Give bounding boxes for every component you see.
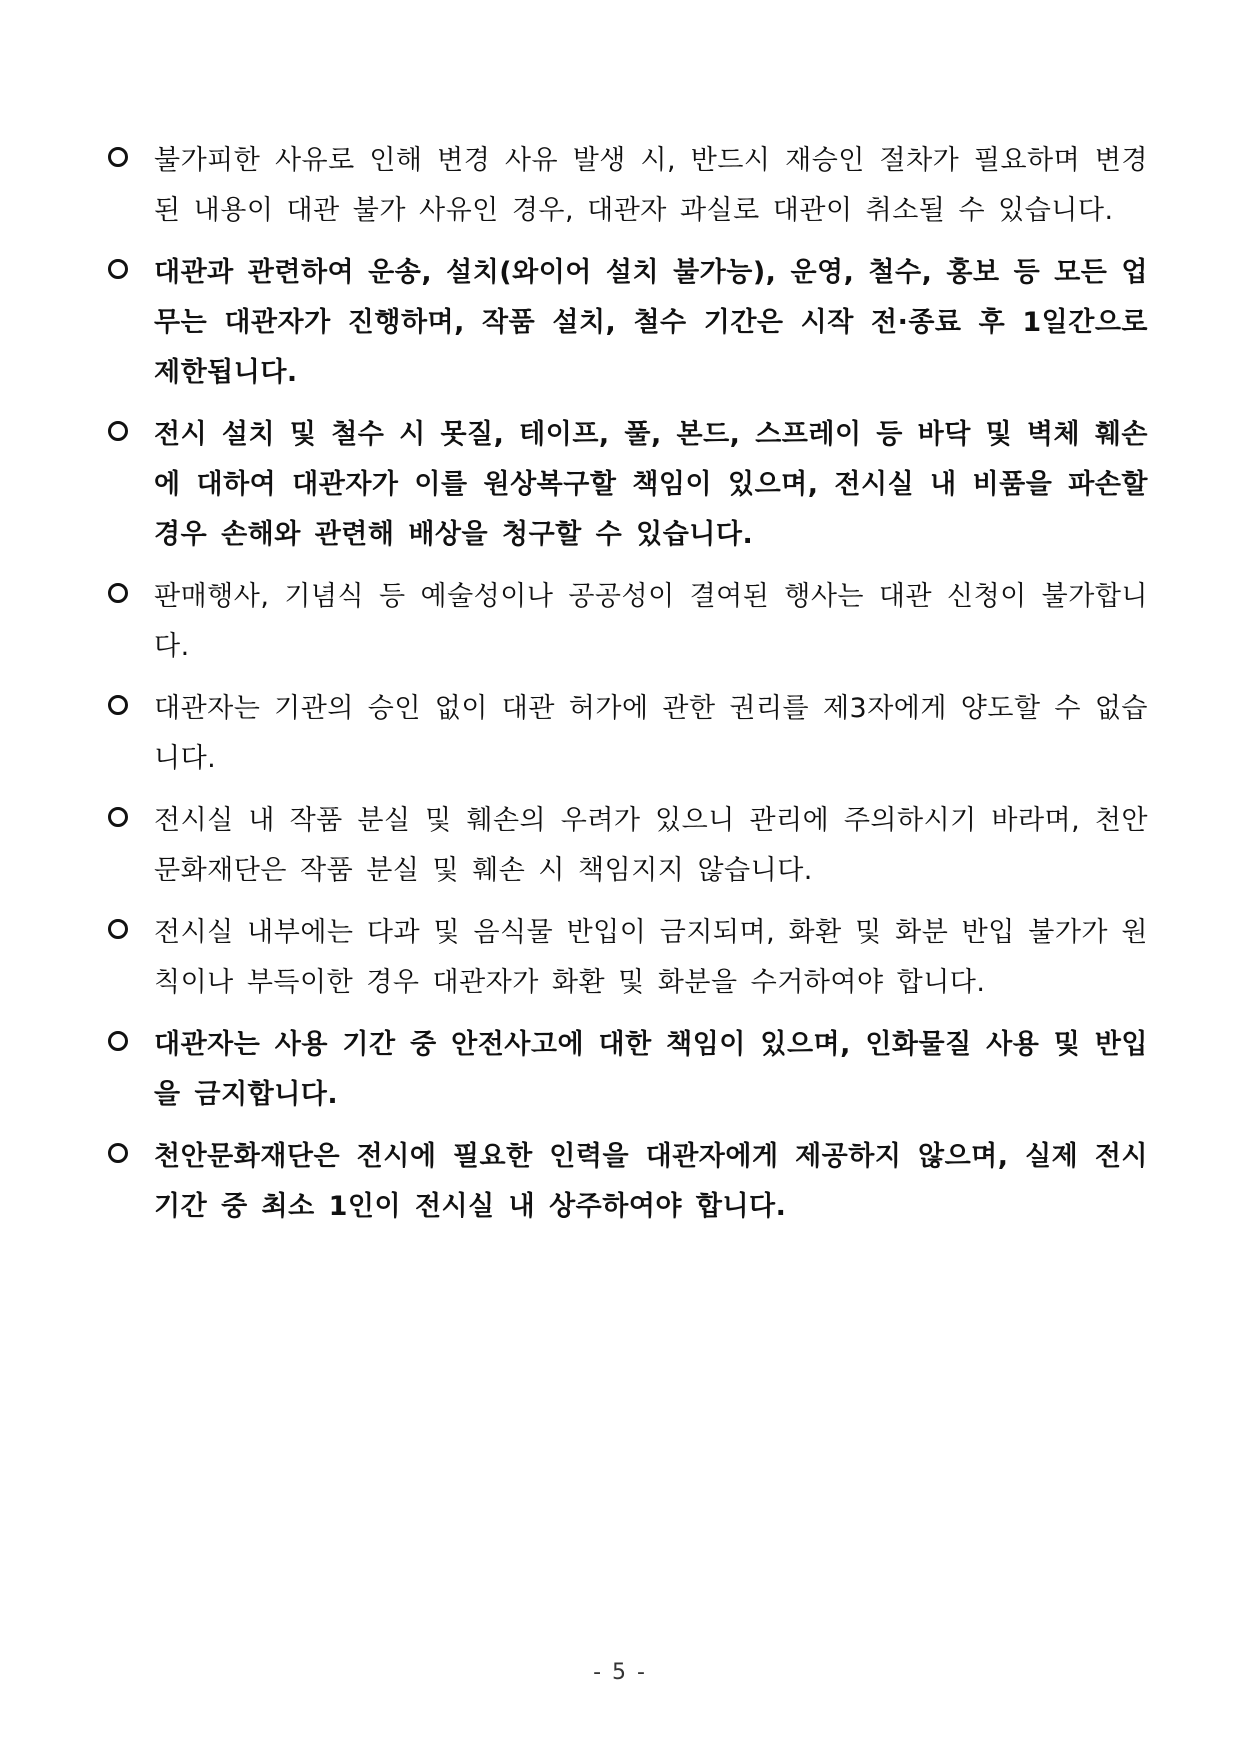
circle-bullet-icon	[108, 1031, 128, 1051]
circle-bullet-icon	[108, 421, 128, 441]
list-item	[108, 1020, 1148, 1120]
notice-list	[108, 136, 1148, 1244]
circle-bullet-icon	[108, 147, 128, 167]
list-item	[108, 1132, 1148, 1232]
list-item-text: 대관과 관련하여 운송, 설치(와이어 설치 불가능), 운영, 철수, 홍보 등 모든 업무는 대관자가 진행하며, 작품 설치, 철수 기간은 시작 전·종료 후 1일간으로 제한됩니다.	[154, 257, 1148, 388]
list-item-text: 대관자는 사용 기간 중 안전사고에 대한 책임이 있으며, 인화물질 사용 및 반입을 금지합니다.	[154, 1029, 1148, 1110]
list-item	[108, 908, 1148, 1008]
circle-bullet-icon	[108, 695, 128, 715]
page-number: - 5 -	[593, 1660, 647, 1685]
list-item	[108, 136, 1148, 236]
list-item	[108, 410, 1148, 560]
circle-bullet-icon	[108, 259, 128, 279]
circle-bullet-icon	[108, 807, 128, 827]
circle-bullet-icon	[108, 919, 128, 939]
list-item-text: 천안문화재단은 전시에 필요한 인력을 대관자에게 제공하지 않으며, 실제 전시 기간 중 최소 1인이 전시실 내 상주하여야 합니다.	[154, 1141, 1148, 1222]
list-item-text: 불가피한 사유로 인해 변경 사유 발생 시, 반드시 재승인 절차가 필요하며 변경된 내용이 대관 불가 사유인 경우, 대관자 과실로 대관이 취소될 수 있습니다.	[154, 145, 1148, 226]
list-item-text: 판매행사, 기념식 등 예술성이나 공공성이 결여된 행사는 대관 신청이 불가합니다.	[154, 581, 1148, 662]
list-item-text: 전시실 내 작품 분실 및 훼손의 우려가 있으니 관리에 주의하시기 바라며, 천안문화재단은 작품 분실 및 훼손 시 책임지지 않습니다.	[154, 805, 1148, 886]
list-item	[108, 684, 1148, 784]
list-item-text: 전시실 내부에는 다과 및 음식물 반입이 금지되며, 화환 및 화분 반입 불가가 원칙이나 부득이한 경우 대관자가 화환 및 화분을 수거하여야 합니다.	[154, 917, 1148, 998]
circle-bullet-icon	[108, 1143, 128, 1163]
circle-bullet-icon	[108, 583, 128, 603]
list-item-text: 대관자는 기관의 승인 없이 대관 허가에 관한 권리를 제3자에게 양도할 수 없습니다.	[154, 693, 1148, 774]
list-item	[108, 796, 1148, 896]
list-item	[108, 572, 1148, 672]
list-item	[108, 248, 1148, 398]
list-item-text: 전시 설치 및 철수 시 못질, 테이프, 풀, 본드, 스프레이 등 바닥 및 벽체 훼손에 대하여 대관자가 이를 원상복구할 책임이 있으며, 전시실 내 비품을 파손할 경우 손해와 관련해 배상을 청구할 수 있습니다.	[154, 419, 1148, 550]
